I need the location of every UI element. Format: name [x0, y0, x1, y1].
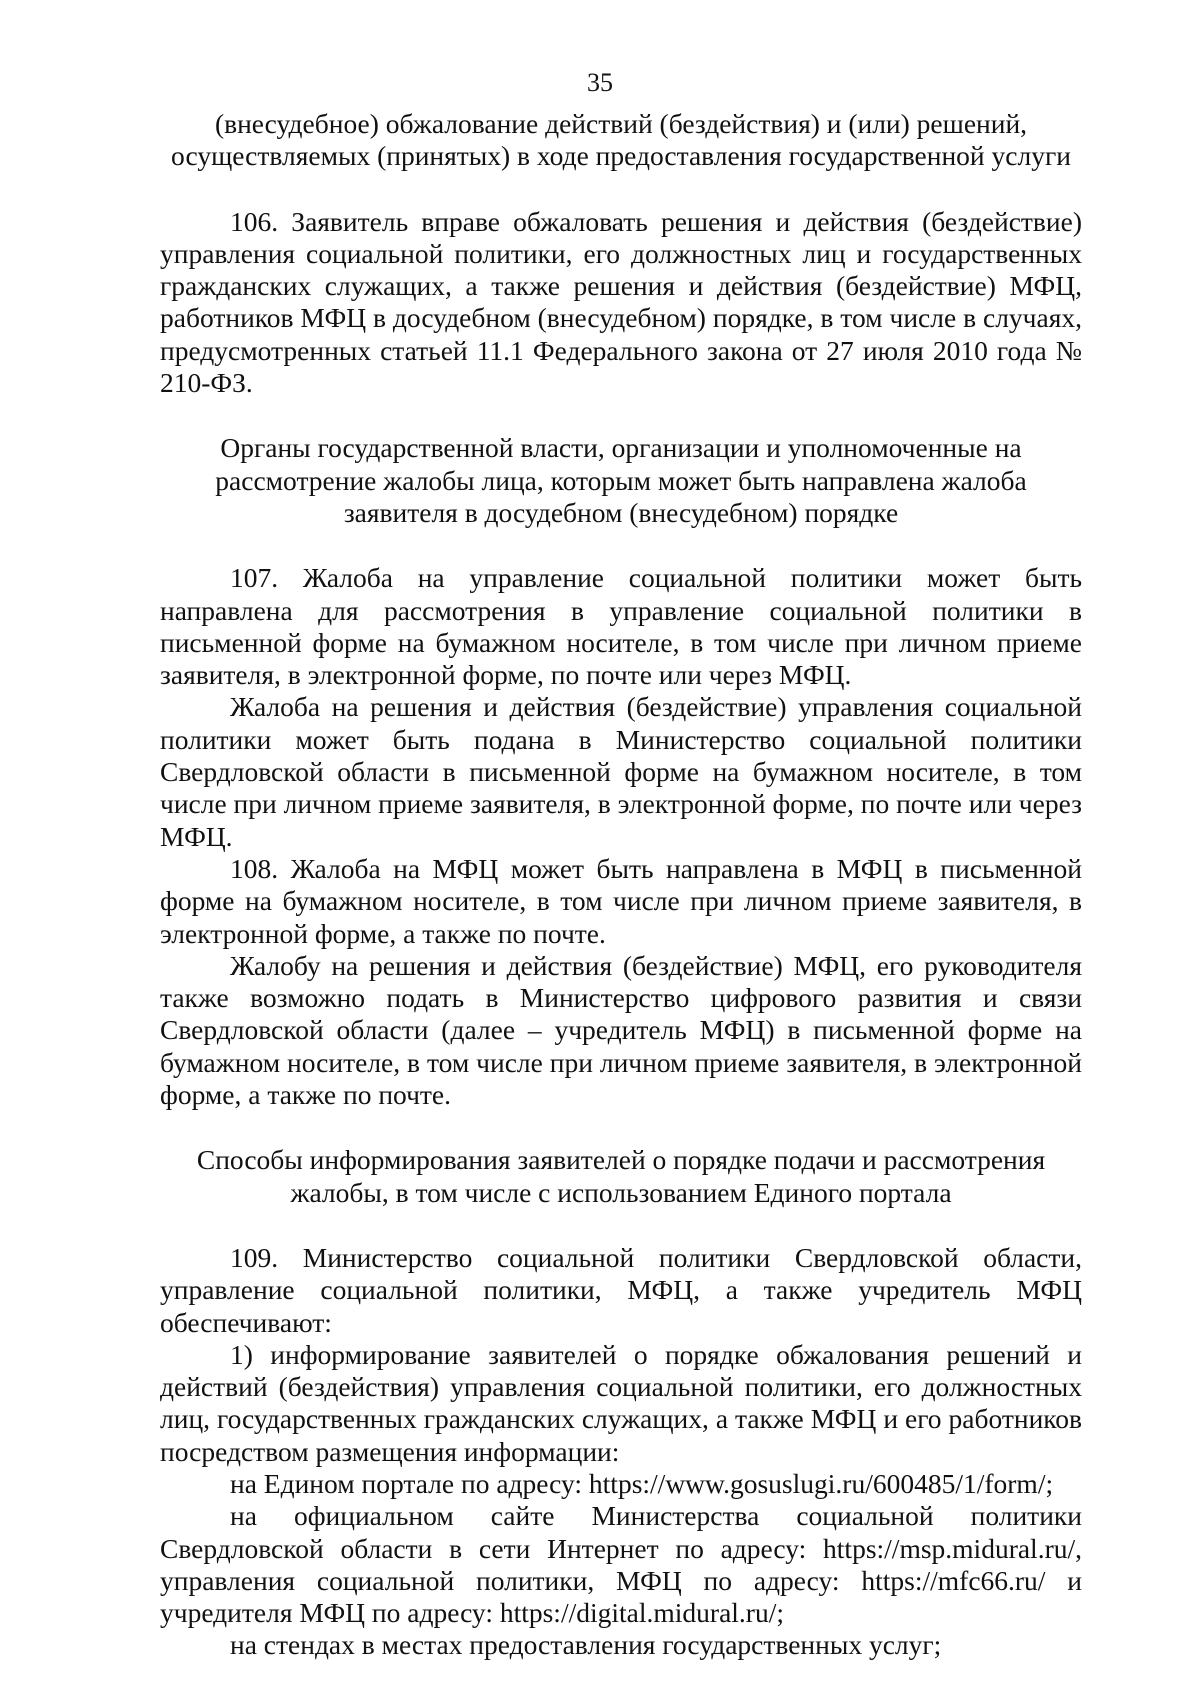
paragraph-109-item-1: 1) информирование заявителей о порядке обжалования решений и действий (бездействия) управления социальной политики, его должностных лиц, государственных гражданских служащих, а также МФЦ и его работников посредством размещения информации: [160, 1338, 1082, 1467]
section-heading-authorities: Органы государственной власти, организации и уполномоченные на рассмотрение жалобы лица, которым может быть направлена жалоба заявителя в досудебном (внесудебном) порядке [215, 432, 1027, 528]
page-number: 35 [587, 68, 613, 97]
paragraph-official-sites: на официальном сайте Министерства социальной политики Свердловской области в сети Интернет по адресу: https://msp.midural.ru/, управления социальной политики, МФЦ по адресу: https://mfc66.ru/ и учредителя МФЦ по адресу: https://digital.midural.ru/; [160, 1500, 1082, 1629]
document-body [160, 108, 1082, 1662]
paragraph-108: 108. Жалоба на МФЦ может быть направлена в МФЦ в письменной форме на бумажном носителе, в том числе при личном приеме заявителя, в электронной форме, а также по почте. [160, 852, 1082, 949]
paragraph-109: 109. Министерство социальной политики Свердловской области, управление социальной политики, МФЦ, а также учредитель МФЦ обеспечивают: [160, 1241, 1082, 1338]
paragraph-108-continued: Жалобу на решения и действия (бездействие) МФЦ, его руководителя также возможно подать в Министерство цифрового развития и связи Свердловской области (далее – учредитель МФЦ) в письменной форме на бумажном носителе, в том числе при личном приеме заявителя, в электронной форме, а также по почте. [160, 949, 1082, 1111]
paragraph-107: 107. Жалоба на управление социальной политики может быть направлена для рассмотрения в управление социальной политики в письменной форме на бумажном носителе, в том числе при личном приеме заявителя, в электронной форме, по почте или через МФЦ. [160, 562, 1082, 691]
paragraph-portal-address: на Едином портале по адресу: https://www.gosuslugi.ru/600485/1/form/; [230, 1467, 1054, 1499]
section-heading-appeal: (внесудебное) обжалование действий (бездействия) и (или) решений, осуществляемых (принятых) в ходе предоставления государственной услуги [171, 108, 1071, 172]
section-heading-informing: Способы информирования заявителей о порядке подачи и рассмотрения жалобы, в том числе с использованием Единого портала [196, 1144, 1046, 1208]
paragraph-stands: на стендах в местах предоставления государственных услуг; [230, 1629, 942, 1661]
paragraph-107-continued: Жалоба на решения и действия (бездействие) управления социальной политики может быть подана в Министерство социальной политики Свердловской области в письменной форме на бумажном носителе, в том числе при личном приеме заявителя, в электронной форме, по почте или через МФЦ. [160, 691, 1082, 852]
paragraph-106: 106. Заявитель вправе обжаловать решения и действия (бездействие) управления социальной политики, его должностных лиц и государственных гражданских служащих, а также решения и действия (бездействие) МФЦ, работников МФЦ в досудебном (внесудебном) порядке, в том числе в случаях, предусмотренных статьей 11.1 Федерального закона от 27 июля 2010 года № 210-ФЗ. [160, 205, 1082, 399]
